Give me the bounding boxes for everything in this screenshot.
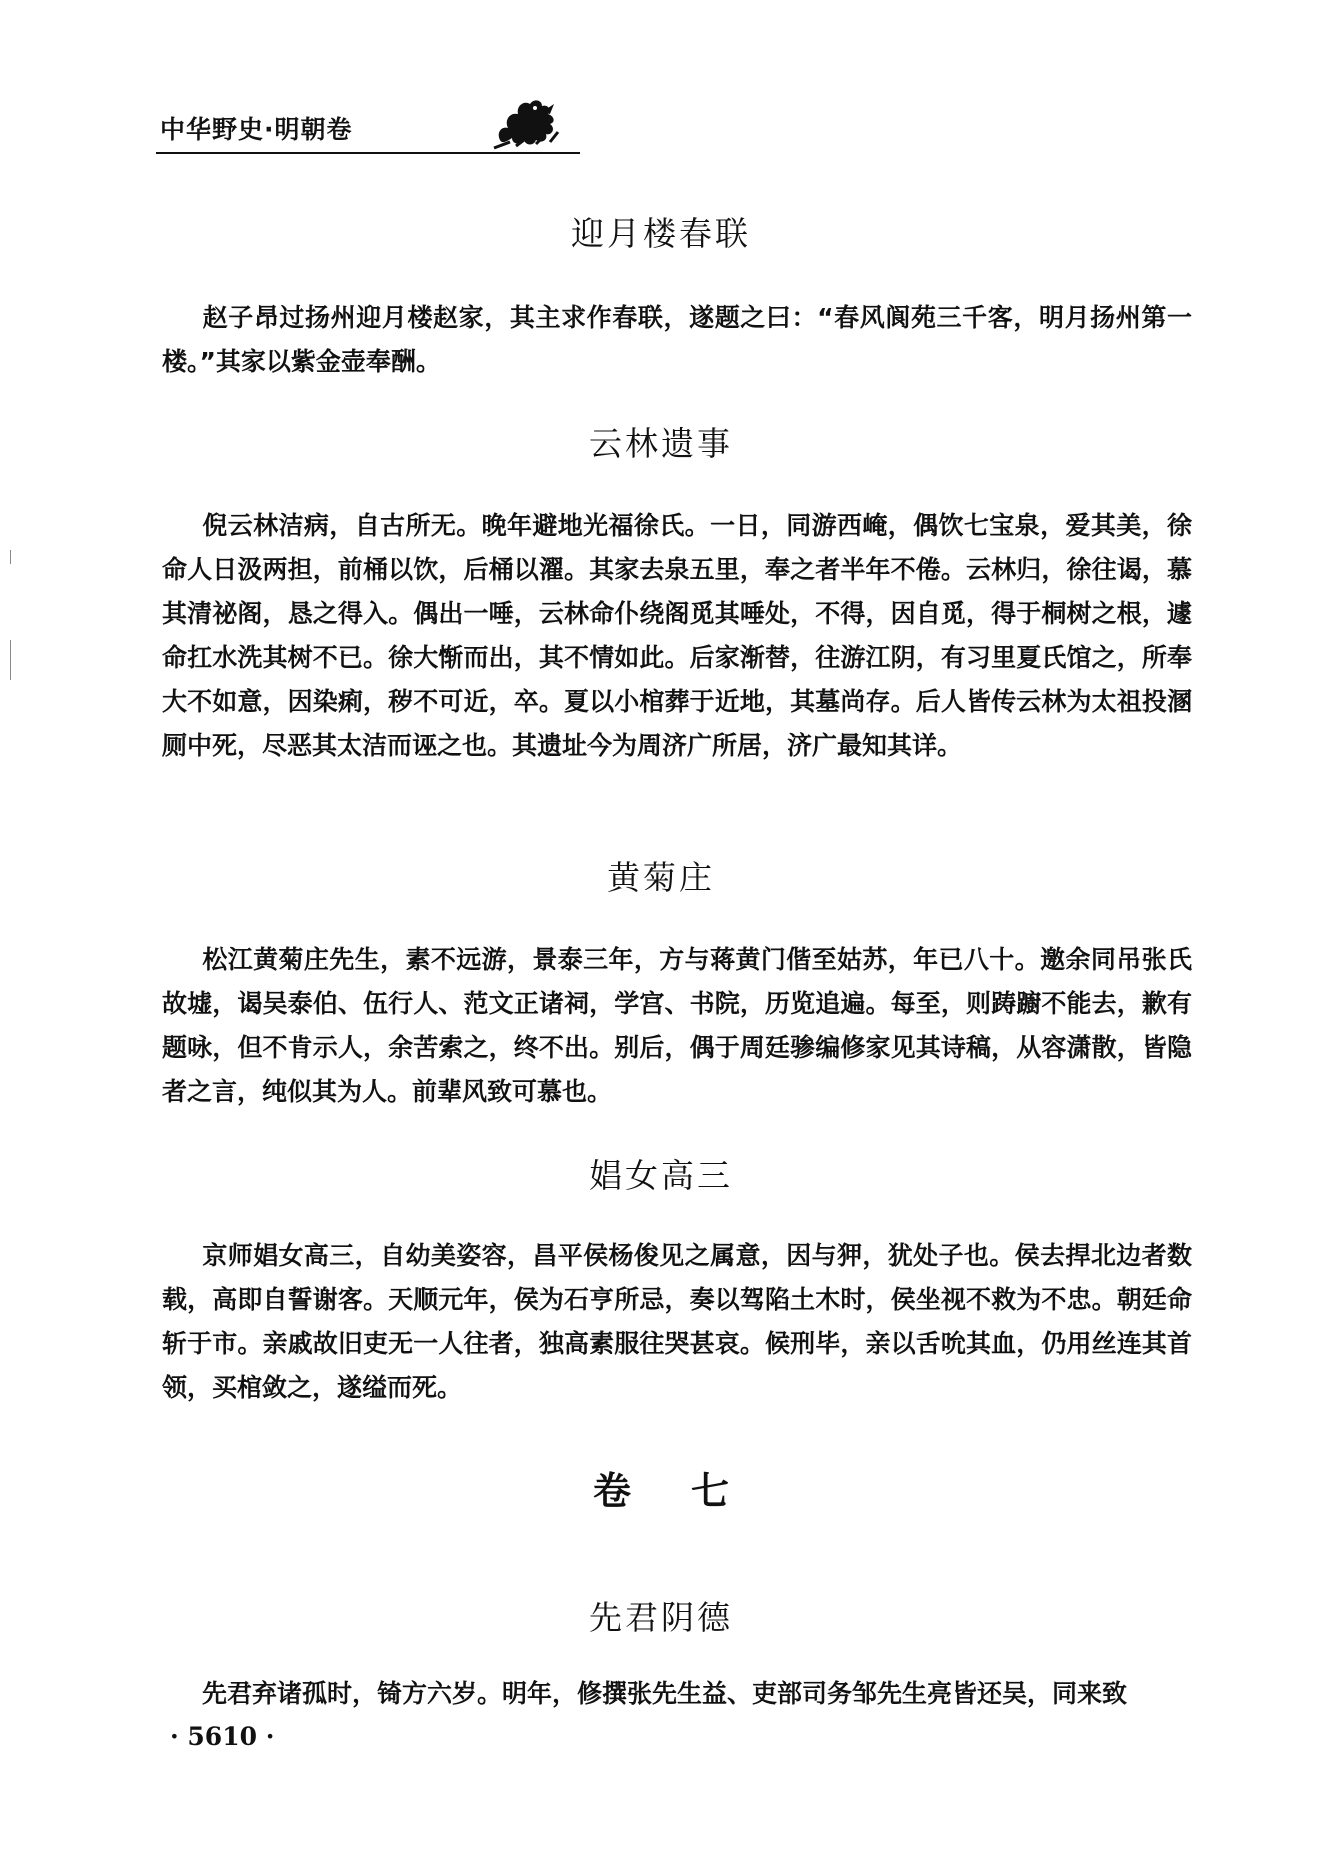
section-body-text: 倪云林洁病，自古所无。晚年避地光福徐氏。一日，同游西崦，偶饮七宝泉，爱其美，徐命人日汲两担，前桶以饮，后桶以濯。其家去泉五里，奉之者半年不倦。云林归，徐往谒，慕其清祕阁，恳之得入。偶出一唾，云林命仆绕阁觅其唾处，不得，因自觅，得于桐树之根，遽命扛水洗其树不已。徐大惭而出，其不情如此。后家渐替，往游江阴，有习里夏氏馆之，所奉大不如意，因染痢，秽不可近，卒。夏以小棺葬于近地，其墓尚存。后人皆传云林为太祖投溷厕中死，尽恶其太洁而诬之也。其遗址今为周济广所居，济广最知其详。 — [162, 511, 1192, 760]
section-body-text: 京师娼女高三，自幼美姿容，昌平侯杨俊见之属意，因与狎，犹处子也。侯去捍北边者数载，高即自誓谢客。天顺元年，侯为石亨所忌，奏以驾陷土木时，侯坐视不救为不忠。朝廷命斩于市。亲戚故旧吏无一人往者，独高素服往哭甚哀。候刑毕，亲以舌吮其血，仍用丝连其首领，买棺敛之，遂缢而死。 — [162, 1241, 1192, 1402]
section-body — [162, 504, 1192, 768]
section-title: 黄菊庄 — [607, 858, 715, 897]
dragon-icon — [490, 92, 564, 152]
section-body-text: 先君弃诸孤时，锜方六岁。明年，修撰张先生益、吏部司务邹先生亮皆还吴，同来致 — [202, 1679, 1128, 1708]
section-body — [162, 296, 1192, 384]
volume-char: 七 — [691, 1469, 730, 1513]
page-number: · 5610 · — [170, 1722, 275, 1751]
section-body — [162, 938, 1192, 1114]
book-title: 中华野史·明朝卷 — [160, 115, 353, 144]
volume-char: 卷 — [592, 1469, 631, 1513]
section-body-text: 赵子昂过扬州迎月楼赵家，其主求作春联，遂题之曰：“春风阆苑三千客，明月扬州第一楼。”其家以紫金壶奉酬。 — [162, 303, 1192, 376]
header-rule — [156, 152, 580, 154]
section-body — [162, 1234, 1192, 1410]
section-title: 迎月楼春联 — [571, 214, 751, 253]
volume-heading — [0, 1460, 1322, 1515]
section-body — [162, 1672, 1192, 1716]
scan-mark — [10, 550, 11, 564]
scan-mark — [10, 640, 11, 680]
section-title: 先君阴德 — [589, 1598, 733, 1637]
section-body-text: 松江黄菊庄先生，素不远游，景泰三年，方与蒋黄门偕至姑苏，年已八十。邀余同吊张氏故墟，谒吴泰伯、伍行人、范文正诸祠，学宫、书院，历览追遍。每至，则踌躕不能去，歉有题咏，但不肯示人，余苦索之，终不出。别后，偶于周廷骖编修家见其诗稿，从容潇散，皆隐者之言，纯似其为人。前辈风致可慕也。 — [162, 945, 1192, 1106]
section-title: 娼女高三 — [589, 1156, 733, 1195]
section-title: 云林遗事 — [589, 424, 733, 463]
